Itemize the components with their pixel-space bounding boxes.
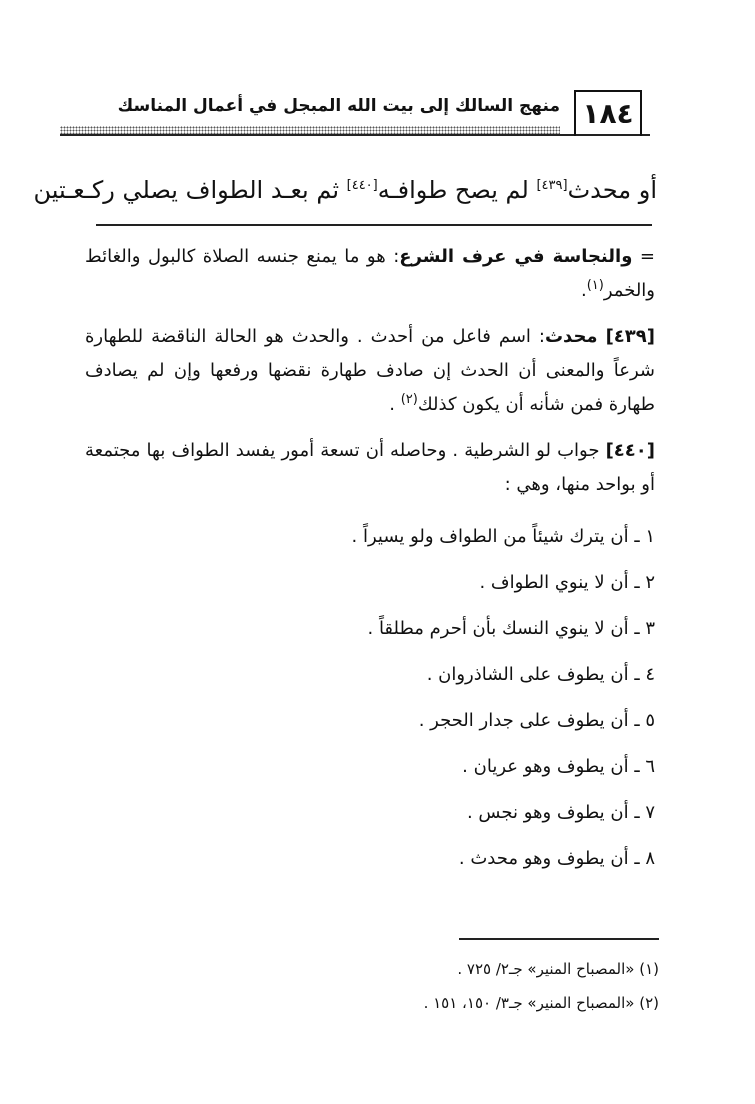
main-text-part: أو محدث <box>567 176 657 204</box>
note-439 <box>85 320 655 422</box>
commentary <box>85 240 655 882</box>
note-end: . <box>580 280 587 301</box>
continuation-mark: = <box>632 246 655 267</box>
main-text-part: ثم بعـد الطواف يصلي ركـعـتين <box>33 176 347 204</box>
note-text: : اسم فاعل من أحدث . والحدث هو الحالة الناقضة للطهارة شرعاً والمعنى أن الحدث إن صادف طهارة نقضها ورفعها وإن لم يصادف طهارة فمن شأنه أن يكون كذلك <box>85 326 655 415</box>
note-ref-440: [٤٤٠] <box>346 178 378 193</box>
main-text-line <box>33 176 657 204</box>
main-text-rule <box>96 224 652 226</box>
list-item: ٥ ـ أن يطوف على جدار الحجر . <box>418 710 655 731</box>
note-najasa <box>85 240 655 308</box>
list-item: ١ ـ أن يترك شيئاً من الطواف ولو يسيراً . <box>351 526 655 547</box>
note-number: [٤٣٩] <box>605 326 655 347</box>
note-term: محدث <box>544 326 598 347</box>
list-item: ٤ ـ أن يطوف على الشاذروان . <box>426 664 655 685</box>
list-item: ٨ ـ أن يطوف وهو محدث . <box>458 848 655 869</box>
list-item: ٦ ـ أن يطوف وهو عريان . <box>462 756 655 777</box>
header-rule <box>60 134 650 136</box>
footnote-rule <box>459 938 659 940</box>
note-number: [٤٤٠] <box>605 440 655 461</box>
list-item: ٢ ـ أن لا ينوي الطواف . <box>479 572 655 593</box>
footnote: (١) «المصباح المنير» جـ٢/ ٧٢٥ . <box>457 960 659 978</box>
note-term: والنجاسة في عرف الشرع <box>399 246 633 267</box>
footnote-ref-2: (٢) <box>400 392 418 407</box>
note-ref-439: [٤٣٩] <box>536 178 568 193</box>
invalidators-list <box>85 514 655 882</box>
footnote: (٢) «المصباح المنير» جـ٣/ ١٥٠، ١٥١ . <box>423 994 659 1012</box>
note-end: . <box>389 394 401 415</box>
note-440 <box>85 434 655 502</box>
note-text: جواب لو الشرطية . وحاصله أن تسعة أمور يفسد الطواف بها مجتمعة أو بواحد منها، وهي : <box>85 440 655 495</box>
page-number: ١٨٤ <box>574 90 642 136</box>
page-header <box>60 86 650 140</box>
footnote-ref-1: (١) <box>586 278 604 293</box>
note-text: : هو ما يمنع جنسه الصلاة كالبول والغائط والخمر <box>85 246 655 301</box>
footnotes <box>99 952 659 1020</box>
main-text-part: لم يصح طوافـه <box>377 176 537 204</box>
list-item: ٣ ـ أن لا ينوي النسك بأن أحرم مطلقاً . <box>367 618 655 639</box>
list-item: ٧ ـ أن يطوف وهو نجس . <box>466 802 655 823</box>
running-title: منهج السالك إلى بيت الله المبجل في أعمال المناسك <box>117 96 560 116</box>
